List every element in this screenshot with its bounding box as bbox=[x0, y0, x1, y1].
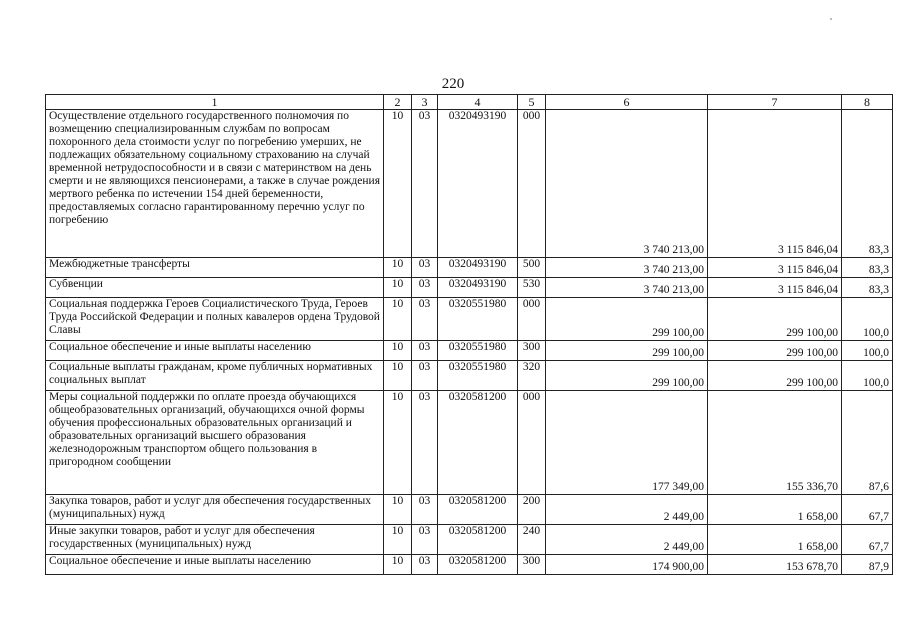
planned-amount: 2 449,00 bbox=[546, 525, 708, 555]
table-row bbox=[46, 341, 893, 361]
planned-amount: 299 100,00 bbox=[546, 361, 708, 391]
executed-amount: 1 658,00 bbox=[708, 525, 842, 555]
target-article-code: 0320551980 bbox=[438, 361, 518, 391]
executed-amount: 3 115 846,04 bbox=[708, 278, 842, 298]
target-article-code: 0320493190 bbox=[438, 110, 518, 258]
expense-type-code: 000 bbox=[518, 110, 546, 258]
execution-percent: 100,0 bbox=[842, 341, 893, 361]
execution-percent: 83,3 bbox=[842, 110, 893, 258]
table-row bbox=[46, 495, 893, 525]
section-code: 10 bbox=[384, 341, 412, 361]
expense-type-code: 000 bbox=[518, 391, 546, 495]
planned-amount: 2 449,00 bbox=[546, 495, 708, 525]
planned-amount: 3 740 213,00 bbox=[546, 110, 708, 258]
subsection-code: 03 bbox=[412, 258, 438, 278]
planned-amount: 3 740 213,00 bbox=[546, 278, 708, 298]
executed-amount: 1 658,00 bbox=[708, 495, 842, 525]
target-article-code: 0320493190 bbox=[438, 278, 518, 298]
planned-amount: 299 100,00 bbox=[546, 298, 708, 341]
row-name: Субвенции bbox=[46, 278, 384, 298]
expense-type-code: 300 bbox=[518, 555, 546, 575]
executed-amount: 155 336,70 bbox=[708, 391, 842, 495]
execution-percent: 87,9 bbox=[842, 555, 893, 575]
row-name: Меры социальной поддержки по оплате проезда обучающихся общеобразовательных организаций, обучающихся очной формы обучения профессиональных образовательных организаций и образовательных организаций высшего образования железнодорожным транспортом общего пользования в пригородном сообщении bbox=[46, 391, 384, 495]
execution-percent: 87,6 bbox=[842, 391, 893, 495]
executed-amount: 299 100,00 bbox=[708, 341, 842, 361]
execution-percent: 67,7 bbox=[842, 495, 893, 525]
section-code: 10 bbox=[384, 110, 412, 258]
executed-amount: 299 100,00 bbox=[708, 298, 842, 341]
subsection-code: 03 bbox=[412, 495, 438, 525]
table-row bbox=[46, 361, 893, 391]
column-header: 7 bbox=[708, 95, 842, 110]
planned-amount: 177 349,00 bbox=[546, 391, 708, 495]
scan-speck bbox=[830, 18, 832, 20]
expense-type-code: 300 bbox=[518, 341, 546, 361]
column-header: 2 bbox=[384, 95, 412, 110]
table-row bbox=[46, 555, 893, 575]
executed-amount: 153 678,70 bbox=[708, 555, 842, 575]
subsection-code: 03 bbox=[412, 110, 438, 258]
section-code: 10 bbox=[384, 555, 412, 575]
section-code: 10 bbox=[384, 278, 412, 298]
row-name: Социальная поддержка Героев Социалистического Труда, Героев Труда Российской Федерации и полных кавалеров ордена Трудовой Славы bbox=[46, 298, 384, 341]
expense-type-code: 200 bbox=[518, 495, 546, 525]
column-header: 6 bbox=[546, 95, 708, 110]
expense-type-code: 530 bbox=[518, 278, 546, 298]
executed-amount: 299 100,00 bbox=[708, 361, 842, 391]
table-row bbox=[46, 298, 893, 341]
column-header: 8 bbox=[842, 95, 893, 110]
section-code: 10 bbox=[384, 525, 412, 555]
row-name: Социальные выплаты гражданам, кроме публичных нормативных социальных выплат bbox=[46, 361, 384, 391]
planned-amount: 3 740 213,00 bbox=[546, 258, 708, 278]
expense-type-code: 000 bbox=[518, 298, 546, 341]
table-row bbox=[46, 525, 893, 555]
subsection-code: 03 bbox=[412, 525, 438, 555]
section-code: 10 bbox=[384, 361, 412, 391]
target-article-code: 0320551980 bbox=[438, 341, 518, 361]
column-header: 4 bbox=[438, 95, 518, 110]
expense-type-code: 320 bbox=[518, 361, 546, 391]
execution-percent: 83,3 bbox=[842, 278, 893, 298]
budget-table bbox=[45, 94, 893, 575]
target-article-code: 0320551980 bbox=[438, 298, 518, 341]
target-article-code: 0320581200 bbox=[438, 391, 518, 495]
row-name: Межбюджетные трансферты bbox=[46, 258, 384, 278]
planned-amount: 299 100,00 bbox=[546, 341, 708, 361]
execution-percent: 100,0 bbox=[842, 298, 893, 341]
section-code: 10 bbox=[384, 495, 412, 525]
table-row bbox=[46, 278, 893, 298]
target-article-code: 0320493190 bbox=[438, 258, 518, 278]
row-name: Закупка товаров, работ и услуг для обеспечения государственных (муниципальных) нужд bbox=[46, 495, 384, 525]
table-row bbox=[46, 258, 893, 278]
section-code: 10 bbox=[384, 298, 412, 341]
execution-percent: 67,7 bbox=[842, 525, 893, 555]
expense-type-code: 500 bbox=[518, 258, 546, 278]
subsection-code: 03 bbox=[412, 361, 438, 391]
target-article-code: 0320581200 bbox=[438, 495, 518, 525]
section-code: 10 bbox=[384, 391, 412, 495]
column-header: 3 bbox=[412, 95, 438, 110]
row-name: Социальное обеспечение и иные выплаты населению bbox=[46, 341, 384, 361]
column-header: 5 bbox=[518, 95, 546, 110]
target-article-code: 0320581200 bbox=[438, 525, 518, 555]
execution-percent: 100,0 bbox=[842, 361, 893, 391]
column-number-row bbox=[46, 95, 893, 110]
subsection-code: 03 bbox=[412, 341, 438, 361]
section-code: 10 bbox=[384, 258, 412, 278]
expense-type-code: 240 bbox=[518, 525, 546, 555]
row-name: Иные закупки товаров, работ и услуг для обеспечения государственных (муниципальных) нужд bbox=[46, 525, 384, 555]
subsection-code: 03 bbox=[412, 555, 438, 575]
planned-amount: 174 900,00 bbox=[546, 555, 708, 575]
executed-amount: 3 115 846,04 bbox=[708, 258, 842, 278]
table-row bbox=[46, 110, 893, 258]
column-header: 1 bbox=[46, 95, 384, 110]
table-row bbox=[46, 391, 893, 495]
row-name: Осуществление отдельного государственного полномочия по возмещению специализированным службам по вопросам похоронного дела стоимости услуг по погребению умерших, не подлежащих обязательному социальному страхованию на случай временной нетрудоспособности и в связи с материнством на день смерти и не являющихся пенсионерами, а также в случае рождения мертвого ребенка по истечении 154 дней беременности, предоставляемых согласно гарантированному перечню услуг по погребению bbox=[46, 110, 384, 258]
subsection-code: 03 bbox=[412, 298, 438, 341]
subsection-code: 03 bbox=[412, 278, 438, 298]
executed-amount: 3 115 846,04 bbox=[708, 110, 842, 258]
target-article-code: 0320581200 bbox=[438, 555, 518, 575]
execution-percent: 83,3 bbox=[842, 258, 893, 278]
row-name: Социальное обеспечение и иные выплаты населению bbox=[46, 555, 384, 575]
page-number: 220 bbox=[441, 76, 465, 92]
subsection-code: 03 bbox=[412, 391, 438, 495]
